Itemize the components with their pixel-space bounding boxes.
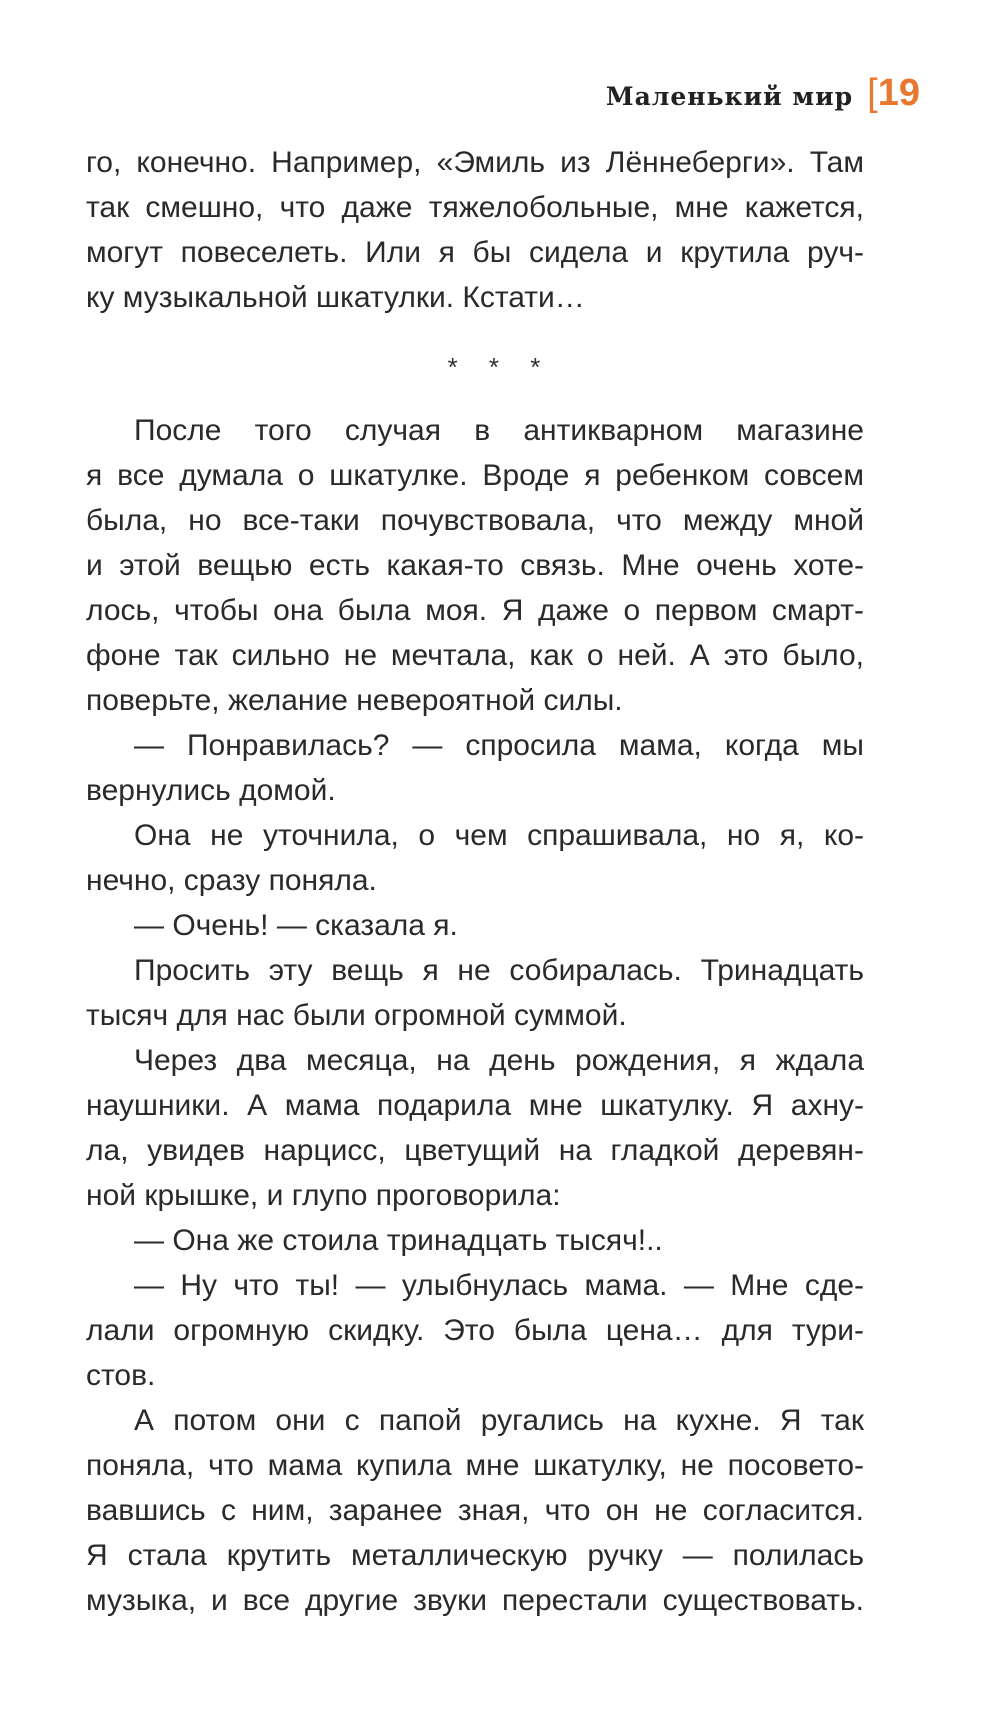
text-line: стов. bbox=[86, 1359, 156, 1392]
text-line: так смешно, что даже тяжелобольные, мне кажется, bbox=[86, 191, 864, 224]
text-line: фоне так сильно не мечтала, как о ней. А это было, bbox=[86, 639, 864, 672]
page-number bbox=[867, 72, 920, 115]
text-line: поверьте, желание невероятной силы. bbox=[86, 684, 623, 717]
text-line: вавшись с ним, заранее зная, что он не согласится. bbox=[86, 1494, 864, 1527]
text-line: и этой вещью есть какая-то связь. Мне очень хоте- bbox=[86, 549, 864, 582]
text-line: ла, увидев нарцисс, цветущий на гладкой деревян- bbox=[86, 1134, 864, 1167]
text-line: — Она же стоила тринадцать тысяч!.. bbox=[134, 1224, 663, 1257]
text-line: музыка, и все другие звуки перестали существовать. bbox=[86, 1584, 864, 1617]
section-separator: * * * bbox=[447, 352, 553, 382]
text-line: Я стала крутить металлическую ручку — полилась bbox=[86, 1539, 864, 1572]
text-line: могут повеселеть. Или я бы сидела и крутила руч- bbox=[86, 236, 864, 269]
text-line: лось, чтобы она была моя. Я даже о первом смарт- bbox=[86, 594, 864, 627]
text-line: — Очень! — сказала я. bbox=[134, 909, 458, 942]
text-line: После того случая в антикварном магазине bbox=[134, 414, 864, 447]
text-line: я все думала о шкатулке. Вроде я ребенком совсем bbox=[86, 459, 864, 492]
text-line: Она не уточнила, о чем спрашивала, но я, ко- bbox=[134, 819, 864, 852]
text-line: — Понравилась? — спросила мама, когда мы bbox=[134, 729, 864, 762]
paragraph-block-continuation bbox=[86, 140, 864, 320]
paragraph-block-main bbox=[86, 408, 864, 1623]
text-line: — Ну что ты! — улыбнулась мама. — Мне сде- bbox=[134, 1269, 864, 1302]
running-title: Маленький мир bbox=[605, 82, 854, 111]
text-line: ку музыкальной шкатулки. Кстати… bbox=[86, 281, 585, 314]
text-line: тысяч для нас были огромной суммой. bbox=[86, 999, 627, 1032]
text-line: вернулись домой. bbox=[86, 774, 336, 807]
running-header bbox=[606, 72, 920, 115]
text-line: го, конечно. Например, «Эмиль из Лённеберги». Там bbox=[86, 146, 864, 179]
text-line: ной крышке, и глупо проговорила: bbox=[86, 1179, 561, 1212]
text-line: Просить эту вещь я не собиралась. Тринадцать bbox=[134, 954, 864, 987]
page-number-bracket: [ bbox=[867, 72, 878, 114]
text-line: была, но все-таки почувствовала, что между мной bbox=[86, 504, 864, 537]
text-line: Через два месяца, на день рождения, я ждала bbox=[134, 1044, 864, 1077]
text-line: лали огромную скидку. Это была цена… для тури- bbox=[86, 1314, 864, 1347]
page-number-value: 19 bbox=[877, 72, 920, 114]
text-line: А потом они с папой ругались на кухне. Я так bbox=[134, 1404, 864, 1437]
text-line: нечно, сразу поняла. bbox=[86, 864, 377, 897]
text-line: поняла, что мама купила мне шкатулку, не посовето- bbox=[86, 1449, 864, 1482]
text-line: наушники. А мама подарила мне шкатулку. Я ахну- bbox=[86, 1089, 864, 1122]
